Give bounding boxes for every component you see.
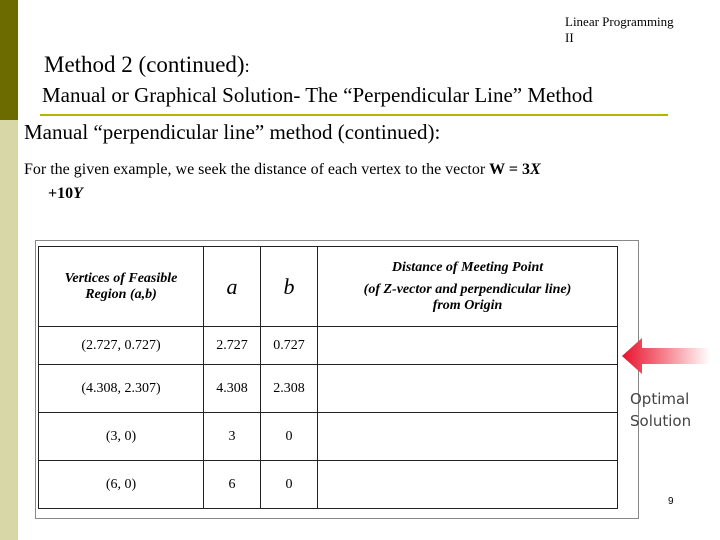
optimal-solution-callout [630,388,691,432]
cell-vertex: (3, 0) [39,413,204,461]
cell-distance [318,327,618,365]
header-label [565,14,715,46]
cell-distance [318,365,618,413]
cell-b: 0 [261,413,318,461]
left-accent-bar-light [0,120,18,540]
callout-line1: Optimal [630,390,690,408]
page-title-colon: : [244,56,250,76]
table-row [39,365,618,413]
header-distance-line2: (of Z-vector and perpendicular line) [363,281,572,297]
section-heading: Manual “perpendicular line” method (continued): [24,120,441,144]
header-distance [318,247,618,327]
page-number: 9 [668,496,674,507]
cell-distance [318,461,618,509]
header-b [261,247,318,327]
header-b-text: b [283,273,295,299]
header-vertices: Vertices of Feasible Region (a,b) [39,247,204,327]
cell-a: 2.727 [204,327,261,365]
header-label-line1: Linear Programming [565,14,674,29]
cell-a: 6 [204,461,261,509]
equation-part2: +10 [48,185,74,202]
table-header-row [39,247,618,327]
left-accent-bar-dark [0,0,18,120]
header-distance-line3: from Origin [432,297,503,313]
header-a [204,247,261,327]
cell-b: 0.727 [261,327,318,365]
page-title-text: Method 2 (continued) [44,52,245,77]
left-arrow-icon [622,336,710,376]
cell-vertex: (6, 0) [39,461,204,509]
cell-distance [318,413,618,461]
callout-line2: Solution [630,412,692,430]
body-text-intro: For the given example, we seek the distance of each vertex to the vector [24,161,490,178]
cell-b: 2.308 [261,365,318,413]
header-distance-line1: Distance of Meeting Point [391,259,544,275]
header-a-text: a [226,273,238,299]
table-row [39,461,618,509]
body-line-2 [24,182,714,206]
var-x: X [530,161,541,178]
vector-w: W [489,161,505,178]
var-y: Y [73,185,83,202]
body-line-1 [24,158,714,182]
body-paragraph [24,158,714,206]
cell-b: 0 [261,461,318,509]
cell-vertex: (2.727, 0.727) [39,327,204,365]
page-title [44,52,250,78]
cell-a: 4.308 [204,365,261,413]
title-divider [40,114,668,116]
vertices-table [38,246,618,509]
header-label-line2: II [565,30,574,45]
table-row [39,413,618,461]
equation-part1: = 3 [504,161,530,178]
cell-vertex: (4.308, 2.307) [39,365,204,413]
cell-a: 3 [204,413,261,461]
page-subtitle: Manual or Graphical Solution- The “Perpendicular Line” Method [42,83,593,107]
table-row [39,327,618,365]
